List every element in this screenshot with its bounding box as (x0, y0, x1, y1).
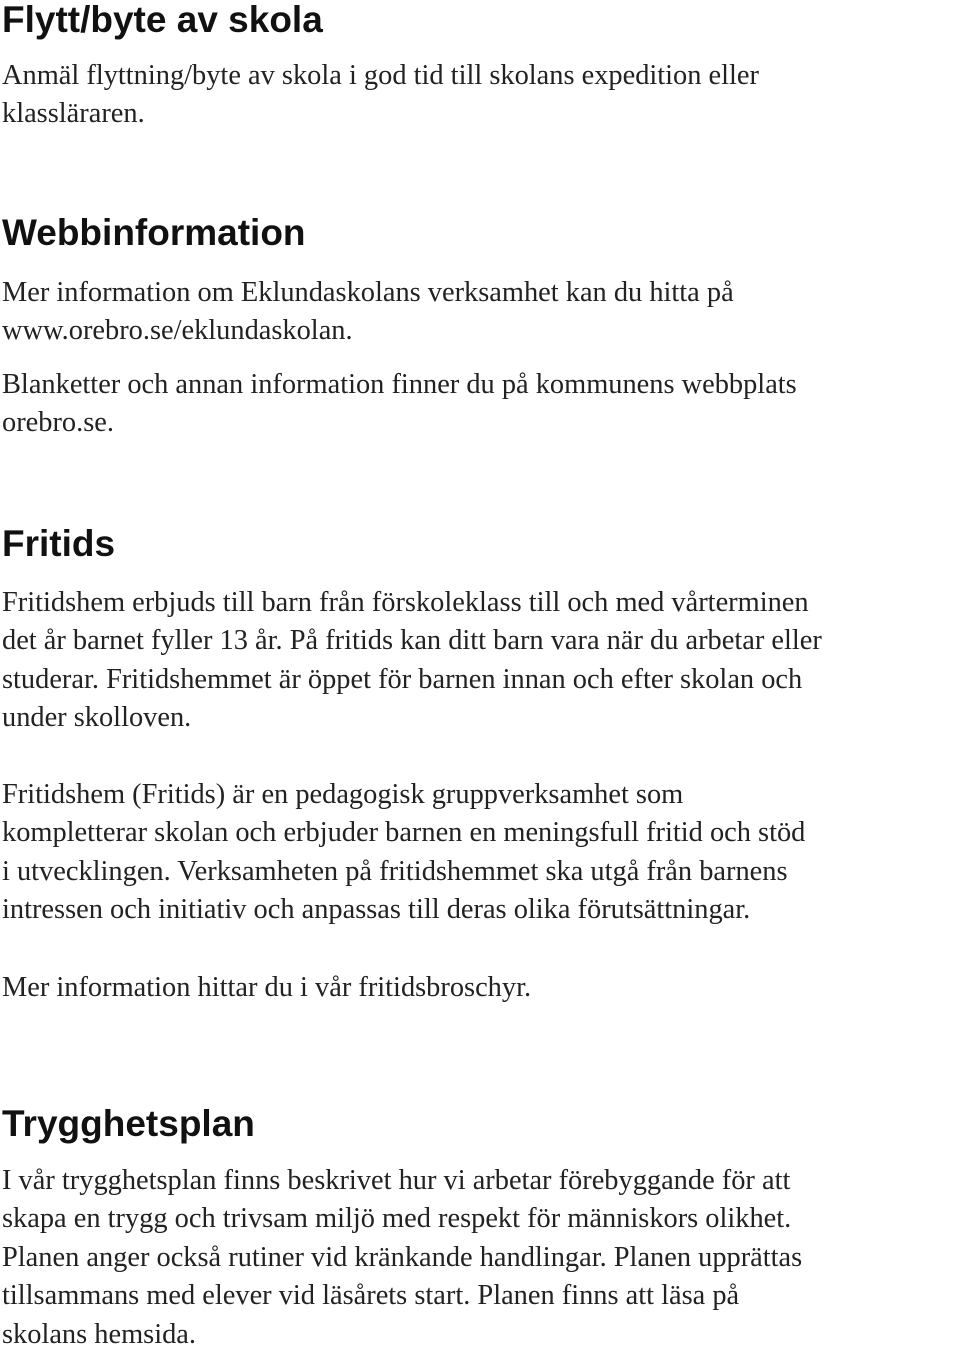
text-line: Mer information om Eklundaskolans verksamhet kan du hitta på (2, 277, 734, 308)
paragraph-fritids-intro (2, 584, 822, 738)
text-line: skapa en trygg och trivsam miljö med respekt för människors olikhet. (2, 1203, 792, 1235)
text-line: intressen och initiativ och anpassas till deras olika förutsättningar. (2, 894, 751, 926)
text-line: Anmäl flyttning/byte av skola i god tid till skolans expedition eller (2, 60, 759, 91)
section-heading-fritids: Fritids (2, 523, 116, 564)
text-line: Fritidshem (Fritids) är en pedagogisk gruppverksamhet som (2, 779, 684, 810)
text-line: studerar. Fritidshemmet är öppet för barnen innan och efter skolan och (2, 663, 803, 695)
text-line: www.orebro.se/eklundaskolan. (2, 315, 353, 347)
text-line: skolans hemsida. (2, 1318, 196, 1350)
paragraph-webb-blanketter (2, 366, 797, 443)
section-heading-webbinformation: Webbinformation (2, 212, 306, 253)
paragraph-webb-info (2, 274, 734, 351)
text-line: det år barnet fyller 13 år. På fritids kan ditt barn vara när du arbetar eller (2, 625, 822, 657)
paragraph-fritids-pedagogik (2, 776, 805, 930)
section-heading-trygghetsplan: Trygghetsplan (2, 1103, 255, 1144)
text-line: klassläraren. (2, 98, 145, 130)
text-line: I vår trygghetsplan finns beskrivet hur vi arbetar förebyggande för att (2, 1165, 791, 1196)
text-line: Mer information hittar du i vår fritidsbroschyr. (2, 972, 532, 1003)
text-line: Planen anger också rutiner vid kränkande handlingar. Planen upprättas (2, 1241, 803, 1273)
paragraph-flytt (2, 57, 759, 134)
text-line: orebro.se. (2, 407, 114, 439)
text-line: Blanketter och annan information finner du på kommunens webbplats (2, 369, 797, 400)
text-line: under skolloven. (2, 702, 192, 734)
paragraph-trygghetsplan (2, 1162, 802, 1354)
paragraph-fritids-broschyr (2, 969, 531, 1007)
text-line: tillsammans med elever vid läsårets start. Planen finns att läsa på (2, 1280, 740, 1312)
text-line: kompletterar skolan och erbjuder barnen en meningsfull fritid och stöd (2, 817, 806, 849)
text-line: Fritidshem erbjuds till barn från förskoleklass till och med vårterminen (2, 587, 809, 618)
text-line: i utvecklingen. Verksamheten på fritidshemmet ska utgå från barnens (2, 855, 788, 887)
section-heading-flytt: Flytt/byte av skola (2, 0, 323, 40)
